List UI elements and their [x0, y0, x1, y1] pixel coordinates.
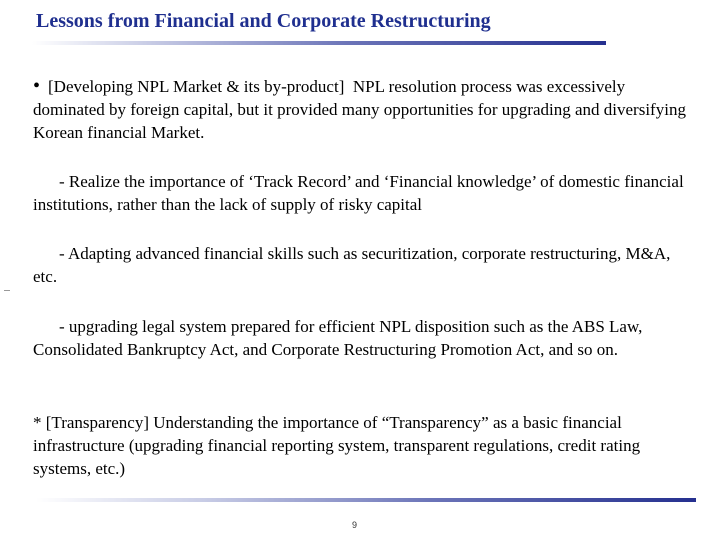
slide-title: Lessons from Financial and Corporate Restructuring	[36, 10, 491, 32]
transparency-text: Understanding the importance of “Transparency” as a basic financial infrastructure (upgrading financial reporting system, transparent regulations, credit rating systems, etc.)	[33, 413, 641, 478]
paragraph-financial-skills	[33, 242, 693, 288]
footer-divider	[36, 498, 696, 502]
npl-market-text: NPL resolution process was excessively dominated by foreign capital, but it provided many opportunities for upgrading and diversifying Korean financial Market.	[33, 77, 686, 142]
paragraph-legal-system	[33, 315, 693, 361]
page-number: 9	[352, 520, 358, 530]
bullet-icon: •	[33, 75, 41, 97]
title-divider	[32, 41, 606, 45]
side-tick-mark	[4, 290, 10, 291]
transparency-label: * [Transparency]	[33, 413, 149, 432]
paragraph-track-record	[33, 170, 693, 216]
npl-market-label: [Developing NPL Market & its by-product]	[48, 77, 345, 96]
paragraph-npl-market	[33, 75, 693, 144]
paragraph-transparency	[33, 411, 693, 480]
track-record-text: - Realize the importance of ‘Track Record’ and ‘Financial knowledge’ of domestic financial institutions, rather than the lack of supply of risky capital	[33, 172, 684, 214]
financial-skills-text: - Adapting advanced financial skills such as securitization, corporate restructuring, M&A, etc.	[33, 244, 671, 286]
legal-system-text: - upgrading legal system prepared for efficient NPL disposition such as the ABS Law, Consolidated Bankruptcy Act, and Corporate Restructuring Promotion Act, and so on.	[33, 317, 643, 359]
